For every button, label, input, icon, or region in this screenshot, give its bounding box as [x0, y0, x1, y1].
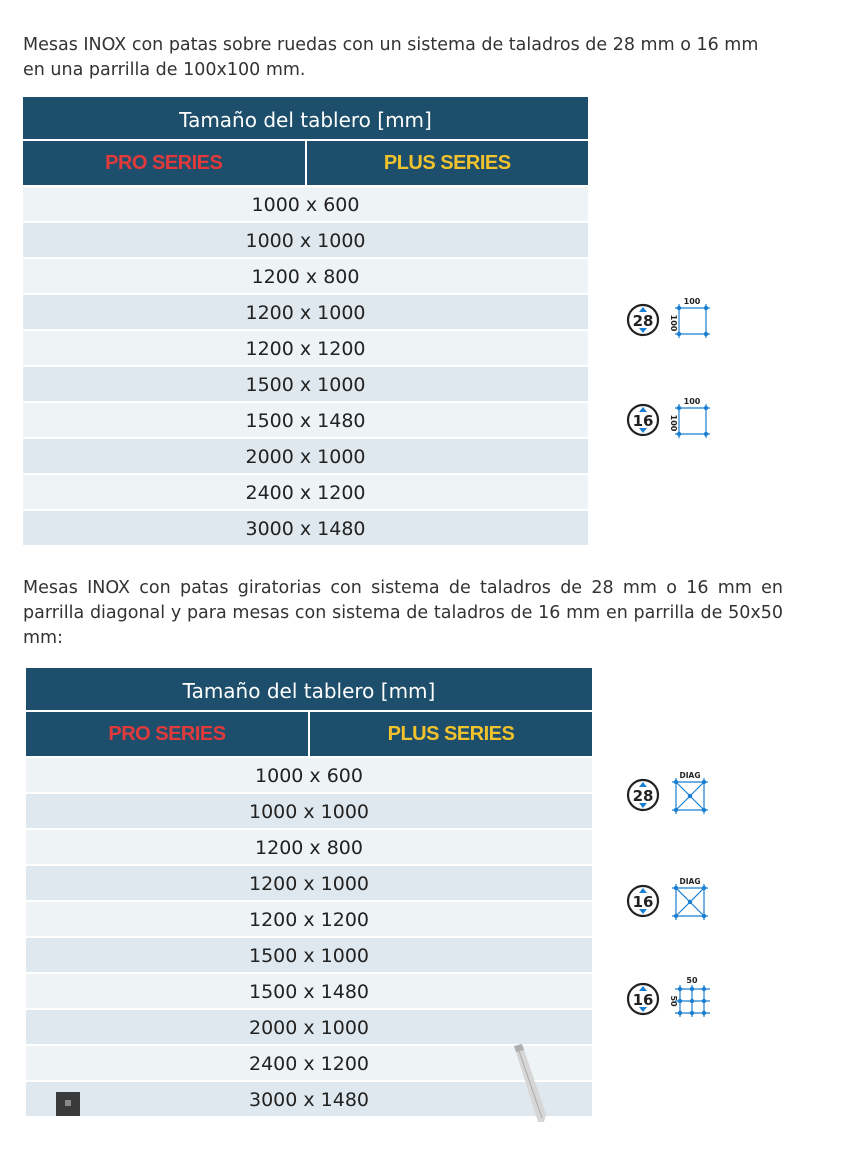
intro-paragraph-2: Mesas INOX con patas giratorias con sistema de taladros de 28 mm o 16 mm en parrilla diagonal y para mesas con sistema de taladros de 16 mm en parrilla de 50x50 mm:: [23, 578, 783, 648]
pro-series-label: PRO SERIES: [26, 712, 310, 756]
table-row: 1500 x 1480: [26, 972, 592, 1008]
grid-side-label: 50: [669, 995, 678, 1007]
intro-paragraph-1: Mesas INOX con patas sobre ruedas con un sistema de taladros de 28 mm o 16 mm en una parrilla de 100x100 mm.: [23, 35, 759, 80]
hole-size-label: 16: [632, 412, 654, 430]
hole-28-diagonal-icon: [622, 770, 718, 820]
table-row: 2400 x 1200: [26, 1044, 592, 1080]
size-table-1: [23, 97, 588, 545]
grid-top-label: 50: [686, 976, 698, 985]
series-header: [26, 712, 592, 756]
hole-28-grid-100-icon: [622, 296, 718, 346]
table-row: 1500 x 1000: [26, 936, 592, 972]
table-row: 1000 x 1000: [26, 792, 592, 828]
grid-top-label: DIAG: [679, 771, 701, 780]
table-row: 2000 x 1000: [23, 437, 588, 473]
table-header: Tamaño del tablero [mm]: [23, 97, 588, 141]
table-row: 1500 x 1480: [23, 401, 588, 437]
table-row: 1200 x 1200: [23, 329, 588, 365]
hole-size-label: 16: [632, 893, 654, 911]
table-row: 3000 x 1480: [23, 509, 588, 545]
plus-series-label: PLUS SERIES: [387, 723, 515, 745]
series-header: [23, 141, 588, 185]
hole-16-grid-100-icon: [622, 396, 718, 446]
grid-top-label: 100: [683, 397, 701, 406]
table-row: 1000 x 600: [26, 756, 592, 792]
table-row: 2400 x 1200: [23, 473, 588, 509]
table-row: 3000 x 1480: [26, 1080, 592, 1116]
hole-size-label: 28: [632, 787, 654, 805]
grid-side-label: 100: [669, 414, 678, 432]
plus-series-label: PLUS SERIES: [383, 152, 511, 174]
table-row: 1200 x 1200: [26, 900, 592, 936]
table-row: 1200 x 1000: [26, 864, 592, 900]
table-row: 1200 x 800: [23, 257, 588, 293]
table-header: Tamaño del tablero [mm]: [26, 668, 592, 712]
hole-size-label: 28: [632, 312, 654, 330]
hole-16-grid-50-icon: [622, 974, 718, 1026]
table-row: 1200 x 1000: [23, 293, 588, 329]
table-row: 2000 x 1000: [26, 1008, 592, 1044]
table-leg-foot-image: [54, 1090, 84, 1116]
grid-side-label: 100: [669, 314, 678, 332]
table-row: 1200 x 800: [26, 828, 592, 864]
table-row: 1000 x 1000: [23, 221, 588, 257]
table-row: 1500 x 1000: [23, 365, 588, 401]
grid-top-label: DIAG: [679, 877, 701, 886]
pro-series-label: PRO SERIES: [23, 141, 307, 185]
hole-size-label: 16: [632, 991, 654, 1009]
table-row: 1000 x 600: [23, 185, 588, 221]
grid-top-label: 100: [683, 297, 701, 306]
hole-16-diagonal-icon: [622, 876, 718, 926]
table-leg-image: [508, 1044, 550, 1122]
